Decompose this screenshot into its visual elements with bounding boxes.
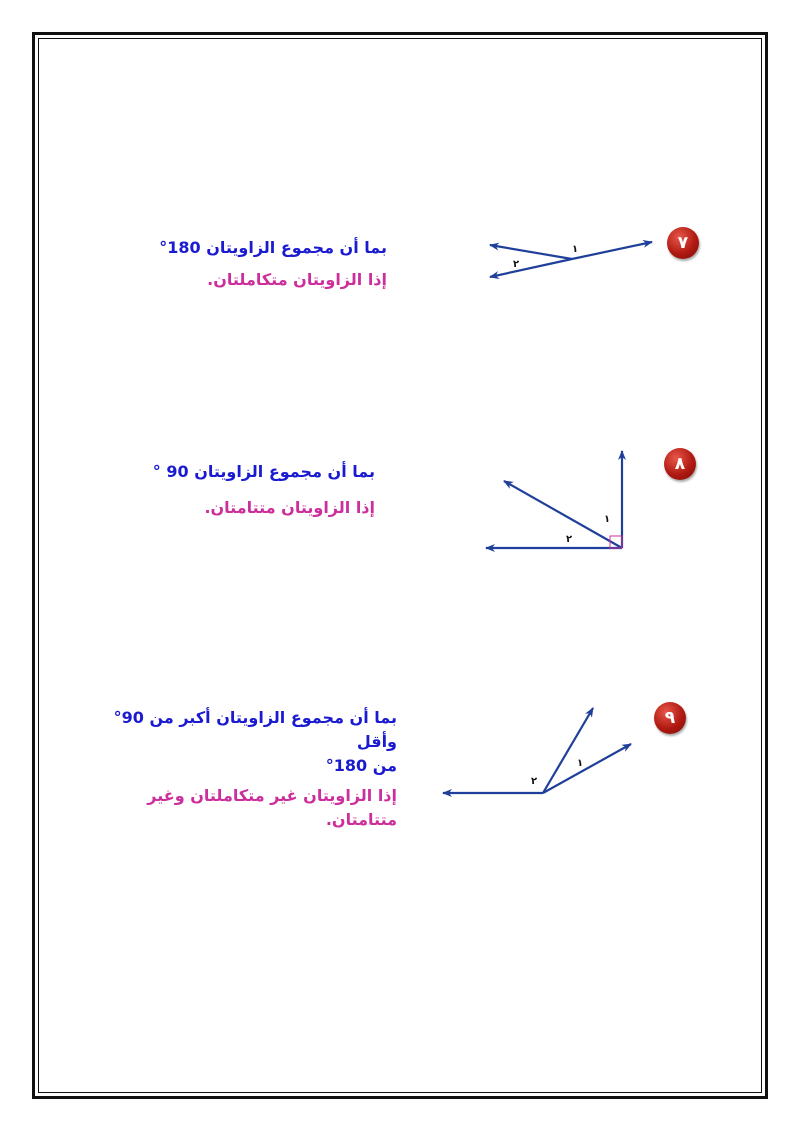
problem-8-number-badge: [664, 448, 696, 480]
problem-9-text: [77, 706, 397, 832]
problem-7-number: ٧: [677, 233, 689, 253]
problem-8-angle-figure: [480, 445, 640, 560]
problem-7-angle-label-2: ٢: [513, 259, 520, 270]
problem-8-angle-label-1: ١: [604, 514, 611, 525]
problem-9-number-badge: [654, 702, 686, 734]
problem-9-number: ٩: [664, 708, 676, 728]
problem-7-ray-right: [572, 242, 652, 259]
problem-9-angle-label-2: ٢: [531, 776, 538, 787]
problem-9-angle-figure: [435, 700, 645, 805]
problem-9-statement-line-2: من 180°: [325, 756, 397, 775]
problem-8-angle-label-2: ٢: [566, 534, 573, 545]
problem-7-number-badge: [667, 227, 699, 259]
problem-8-text: [55, 460, 375, 520]
problem-7-angle-label-1: ١: [572, 244, 579, 255]
problem-8-statement: بما أن مجموع الزاويتان 90 °: [152, 462, 375, 481]
problem-7-angle-figure: [480, 230, 660, 290]
problem-7-ray-upper-left: [490, 245, 572, 259]
problem-7-ray-lower-left: [490, 259, 572, 277]
problem-7-conclusion: إذا الزاويتان متكاملتان.: [207, 270, 387, 289]
page-border-inner: [38, 38, 762, 1093]
problem-9-angle-label-1: ١: [577, 758, 584, 769]
problem-8-number: ٨: [674, 454, 686, 474]
problem-8-conclusion: إذا الزاويتان متتامتان.: [204, 498, 375, 517]
problem-9-conclusion: إذا الزاويتان غير متكاملتان وغير متتامتان.: [147, 786, 397, 829]
problem-9-statement-line-1: بما أن مجموع الزاويتان أكبر من 90° وأقل: [113, 708, 397, 751]
problem-7-statement: بما أن مجموع الزاويتان 180°: [159, 238, 387, 257]
problem-7-text: [57, 236, 387, 292]
